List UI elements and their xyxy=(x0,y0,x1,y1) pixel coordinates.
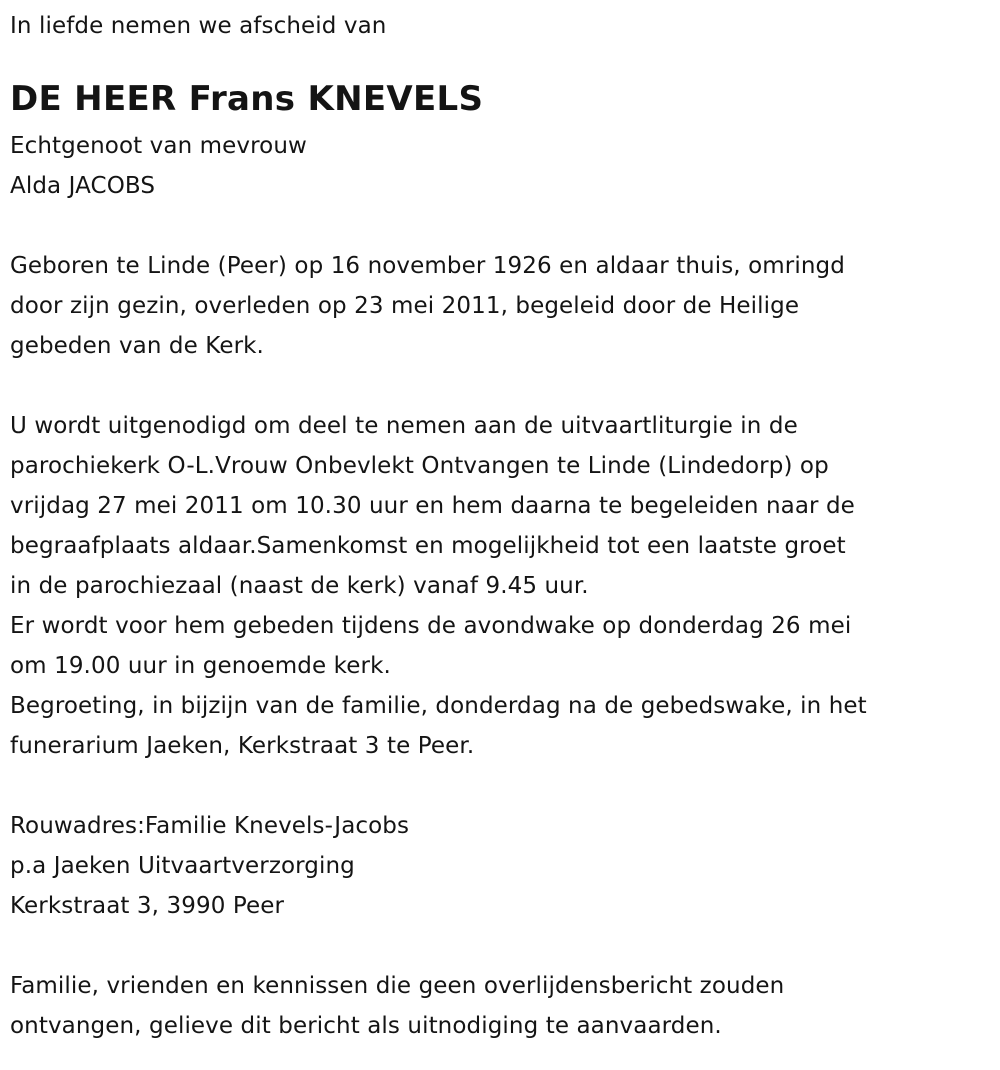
text-line: funerarium Jaeken, Kerkstraat 3 te Peer. xyxy=(10,733,475,759)
spacer xyxy=(10,926,985,966)
spacer xyxy=(10,206,985,246)
address-block xyxy=(10,806,985,926)
address-line: p.a Jaeken Uitvaartverzorging xyxy=(10,853,355,879)
text-line: Geboren te Linde (Peer) op 16 november 1926 en aldaar thuis, omringd xyxy=(10,253,845,279)
address-line: Kerkstraat 3, 3990 Peer xyxy=(10,893,285,919)
text-line: parochiekerk O-L.Vrouw Onbevlekt Ontvangen te Linde (Lindedorp) op xyxy=(10,453,829,479)
deceased-name: DE HEER Frans KNEVELS xyxy=(10,79,484,119)
text-line: U wordt uitgenodigd om deel te nemen aan de uitvaartliturgie in de xyxy=(10,413,798,439)
spouse-line: Echtgenoot van mevrouw xyxy=(10,133,307,159)
text-line: Begroeting, in bijzijn van de familie, donderdag na de gebedswake, in het xyxy=(10,693,867,719)
text-line: in de parochiezaal (naast de kerk) vanaf 9.45 uur. xyxy=(10,573,589,599)
spouse-section xyxy=(10,126,985,206)
text-line: gebeden van de Kerk. xyxy=(10,333,264,359)
closing-paragraph xyxy=(10,966,985,1046)
address-line: Rouwadres:Familie Knevels-Jacobs xyxy=(10,813,410,839)
text-line: begraafplaats aldaar.Samenkomst en mogelijkheid tot een laatste groet xyxy=(10,533,846,559)
text-line: door zijn gezin, overleden op 23 mei 2011, begeleid door de Heilige xyxy=(10,293,800,319)
text-line: ontvangen, gelieve dit bericht als uitnodiging te aanvaarden. xyxy=(10,1013,722,1039)
spacer xyxy=(10,766,985,806)
spacer xyxy=(10,366,985,406)
intro-text: In liefde nemen we afscheid van xyxy=(10,13,387,39)
birth-death-paragraph xyxy=(10,246,985,366)
text-line: om 19.00 uur in genoemde kerk. xyxy=(10,653,391,679)
spouse-name: Alda JACOBS xyxy=(10,173,156,199)
text-line: Familie, vrienden en kennissen die geen overlijdensbericht zouden xyxy=(10,973,785,999)
text-line: Er wordt voor hem gebeden tijdens de avondwake op donderdag 26 mei xyxy=(10,613,852,639)
text-line: vrijdag 27 mei 2011 om 10.30 uur en hem daarna te begeleiden naar de xyxy=(10,493,855,519)
death-notice xyxy=(10,8,985,1046)
funeral-paragraph xyxy=(10,406,985,766)
